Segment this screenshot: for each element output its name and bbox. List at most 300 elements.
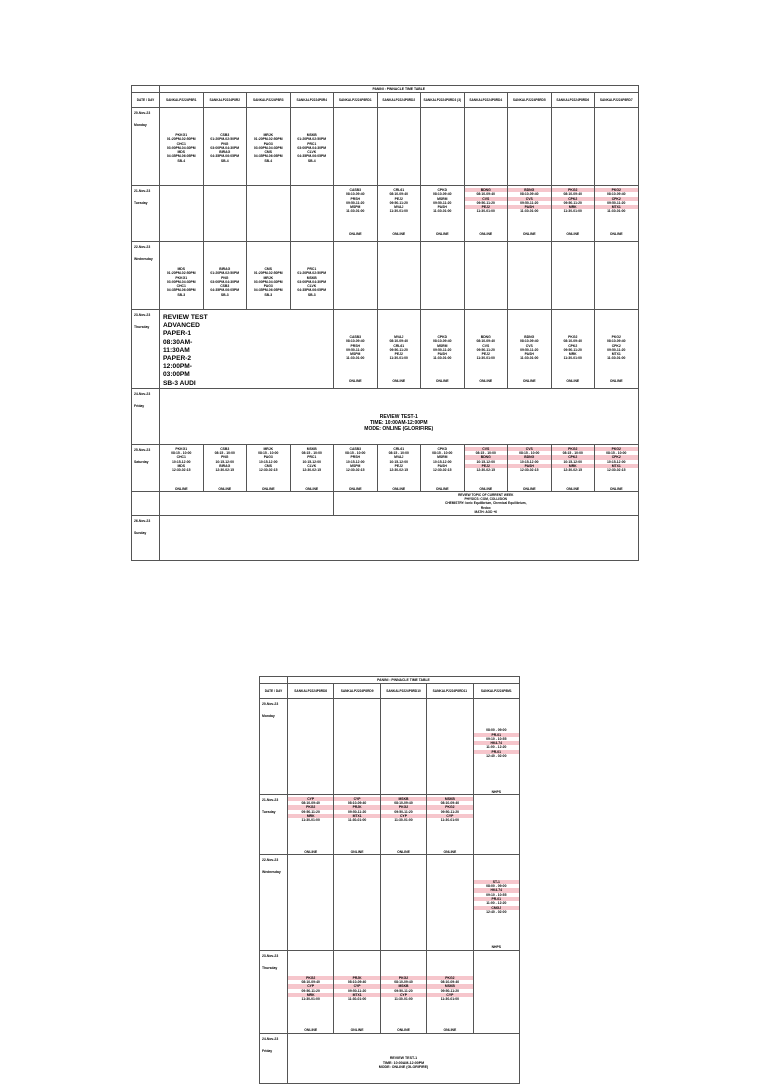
day-row [132,108,639,186]
review-line: REVIEW TEST [163,314,208,321]
title-row [132,86,639,93]
schedule-cell [473,699,519,795]
schedule-line: BDNG [524,335,535,339]
schedule-line: 09:50-11:20 [440,809,460,814]
schedule-line: MRJK [263,275,274,280]
schedule-cell [427,699,473,795]
schedule-cell [551,186,595,242]
date-cell [132,310,160,389]
schedule-line: ONLINE [479,486,493,491]
review-topics [334,491,639,515]
schedule-line: MRJK [263,446,274,451]
schedule-line: 03:00PM-04:30PM [166,145,196,150]
schedule-cell [508,108,552,186]
schedule-line: ONLINE [443,1028,457,1033]
date-cell [260,854,288,950]
schedule-line [552,361,595,365]
schedule-line: 12:30-02:15 [346,468,365,473]
schedule-line: SB-4 [264,158,273,163]
schedule-line: 10:15-12:00 [433,459,452,464]
schedule-line: PKG2 [552,188,595,192]
schedule-line: ONLINE [435,232,449,237]
day-row [260,794,520,854]
schedule-line: ONLINE [305,486,319,491]
schedule-line: MRK [552,464,595,468]
schedule-line: CMS [264,464,273,469]
table-title: PANINI : PINNACLE TIME TABLE [288,677,520,684]
schedule-line: CLVK [307,284,317,289]
schedule-cell [334,242,378,310]
schedule-line: 08:10-09:40 [440,980,460,985]
schedule-line [288,1010,333,1014]
schedule-cell [288,854,334,950]
schedule-line: 08:10-09:40 [520,339,539,344]
batch-header: SANKALP2224P8R2 [203,93,247,108]
schedule-line: 08:10-09:40 [347,980,367,985]
schedule-cell [334,108,378,186]
schedule-line: 03:00PM-04:30PM [297,279,327,284]
schedule-line: PEJ2 [394,352,403,357]
schedule-cell [290,186,334,242]
schedule-line: 09:50-11:20 [563,347,582,352]
schedule-line: ONLINE [522,232,536,237]
topics-row [132,491,639,515]
batch-header: SANKALP2224P8RD9 [334,684,380,699]
schedule-cell [247,186,291,242]
schedule-cell [508,444,552,491]
schedule-cell [288,950,334,1033]
day-text: Saturday [134,460,149,465]
schedule-line: ONLINE [566,379,580,384]
schedule-line: 11:30-01:00 [389,209,408,214]
schedule-line: CYP [334,797,379,801]
batch-header: SANKALP2224P8R4 [290,93,334,108]
schedule-line: MVAJ [394,335,404,339]
schedule-line: 10:15-12:00 [607,459,626,464]
schedule-line: 12:30-02:15 [520,468,539,473]
schedule-line: 04:35PM-06:05PM [210,154,240,159]
date-cell [132,108,160,186]
schedule-line: MDS [177,267,186,271]
schedule-line: PKG2 [595,447,638,451]
schedule-line: 08:10-09:40 [346,192,365,197]
schedule-line: MSKB [306,446,317,451]
schedule-line: 11:30-01:00 [563,356,582,361]
review-line: 12:00PM- [163,363,192,371]
schedule-line: MSPM [350,205,361,210]
schedule-line: 09:50-11:20 [476,347,495,352]
schedule-cell [464,444,508,491]
schedule-line: 08:10-09:40 [394,980,413,985]
batch-header: SANKALP2224P8RD8 [288,684,334,699]
date-text: 23-Nov-23 [262,953,279,958]
schedule-line: 12:30-02:15 [302,468,321,473]
schedule-cell [380,950,426,1033]
schedule-line: 01:20PM-02:50PM [166,271,196,276]
schedule-line: 09:50-11:20 [520,200,539,205]
banner-line: TIME: 10:00AM-12:00PM [369,420,428,427]
schedule-line: CVS [482,343,490,348]
schedule-line: 08:10-09:40 [440,801,460,806]
schedule-line [288,831,333,835]
schedule-line: PRJK [334,805,379,809]
schedule-line: BDNG [465,188,508,192]
schedule-line: PEJ2 [465,464,508,468]
schedule-cell [464,186,508,242]
schedule-line: 12:30-02:15 [389,468,408,473]
schedule-cell [473,950,519,1033]
schedule-line: SB-3 [177,292,186,297]
schedule-cell [377,310,421,389]
schedule-line: 12:30-02:15 [172,468,191,473]
schedule-line: PAG3 [263,141,273,146]
schedule-line: 03:00PM-04:30PM [297,145,327,150]
schedule-line: PRC1 [307,267,317,271]
schedule-line: PAG3 [263,455,273,460]
topics-spacer [132,491,160,515]
schedule-cell [473,854,519,950]
schedule-line: 11:30-01:00 [563,209,582,214]
schedule-line [378,361,421,365]
schedule-line: PRC1 [307,455,317,460]
schedule-line: PEJ2 [481,352,490,357]
schedule-line: 11:30-01:00 [394,818,413,823]
day-row [132,515,639,560]
schedule-line: BDNG [480,335,491,339]
day-row [132,388,639,444]
schedule-line: CVS [525,343,533,348]
schedule-line: 08:10-09:40 [301,980,320,985]
schedule-cell [421,108,465,186]
batch-header: SANKALP2224P8RD1 [334,93,378,108]
schedule-line: 10:15-12:00 [563,459,582,464]
schedule-cell [508,186,552,242]
schedule-line: 04:35PM-06:05PM [297,288,327,293]
schedule-line: 11:30-01:00 [301,818,320,823]
schedule-line: ONLINE [304,849,318,854]
date-text: 21-Nov-23 [262,797,279,802]
banner-line: REVIEW TEST-1 [379,414,418,421]
schedule-line: 11:30-01:00 [347,818,367,823]
schedule-line: CVS [508,447,551,451]
schedule-line: 09:50-11:20 [433,347,452,352]
schedule-line: ONLINE [304,1028,318,1033]
schedule-line: PKKG1 [175,446,188,451]
schedule-line: 08:15 - 10:00 [432,451,453,456]
schedule-cell [551,310,595,389]
schedule-line: 04:35PM-06:05PM [166,288,196,293]
schedule-line: CYP [381,814,426,818]
schedule-line: 01:20PM-02:50PM [297,271,327,276]
batch-header: SANKALP2224P8RD7 [595,93,639,108]
schedule-line: ONLINE [609,486,623,491]
schedule-line: 09:50-11:20 [301,988,320,993]
title-spacer [260,677,288,684]
schedule-cell [380,699,426,795]
schedule-line: 08:10-09:40 [563,339,582,344]
schedule-line: CPK2 [568,343,578,348]
batch-header: SANKALP2224P8RD4 [464,93,508,108]
schedule-line: MRJK [263,133,274,137]
schedule-line: 08:00 - 09:00 [486,728,507,733]
schedule-line: ONLINE [435,486,449,491]
schedule-line: PR-01 [474,733,519,737]
schedule-cell [427,950,473,1033]
schedule-line: ONLINE [522,379,536,384]
schedule-line: CYP [288,984,333,988]
schedule-line: ONLINE [522,486,536,491]
schedule-line: PASH [437,205,447,210]
title-spacer [132,86,160,93]
schedule-cell [551,444,595,491]
date-text: 23-Nov-23 [134,313,151,317]
schedule-line: MTX1 [334,993,379,997]
schedule-line: 11:30-01:00 [389,356,408,361]
date-cell [260,699,288,795]
schedule-cell [464,310,508,389]
schedule-line: 03:00PM-04:30PM [253,279,283,284]
schedule-line: SB-4 [220,158,229,163]
date-cell [132,515,160,560]
schedule-line [465,214,508,218]
schedule-line: 10:15-12:00 [172,459,191,464]
schedule-cell [288,699,334,795]
schedule-line: 09:50-11:20 [347,988,367,993]
schedule-line: 12:30-02:15 [259,468,278,473]
schedule-cell [290,242,334,310]
schedule-line: CSB3 [220,133,230,137]
day-text: Monday [134,123,147,128]
batch-header: SANKALP2224P8RD3 (3) [421,93,465,108]
schedule-line: 09:50-11:20 [433,200,452,205]
schedule-line: 11:30-01:00 [607,209,626,214]
schedule-line: 08:10-09:40 [394,801,413,806]
schedule-line: PASH [437,352,447,357]
schedule-line: CMS [264,150,273,155]
review-line: SB-3 AUDI [163,379,196,387]
schedule-cell [595,108,639,186]
schedule-cell [334,854,380,950]
schedule-line: PASH [508,464,551,468]
topic-line: REVIEW TOPIC OF CURRENT WEEK [458,492,514,497]
banner-line: REVIEW TEST-1 [389,1056,418,1061]
date-cell [132,242,160,310]
day-row [132,310,639,389]
header-row [260,684,520,699]
schedule-cell [464,108,508,186]
review-banner [288,1033,520,1083]
schedule-line: 09:50-11:20 [389,347,408,352]
schedule-line: MTX1 [595,205,638,209]
schedule-line: ONLINE [348,486,362,491]
schedule-line [595,361,638,365]
schedule-line: ONLINE [392,486,406,491]
schedule-line [421,214,464,218]
day-text: Wednesday [262,870,281,875]
schedule-line: 12:30-02:15 [215,468,234,473]
schedule-line: 10:15-12:00 [215,459,234,464]
schedule-line: 08:10-09:40 [389,192,408,197]
topic-line: CHEMISTRY: Ionic Equilibrium, Chemical Equilibrium, [445,501,527,506]
review-line: 11:30AM [163,346,190,354]
schedule-line: PRJK [334,976,379,980]
schedule-line: PAG3 [263,284,273,289]
day-text: Thursday [134,325,150,330]
batch-header: SANKALP2224P8RD5 [508,93,552,108]
day-row [132,186,639,242]
schedule-line: 08:15 - 10:00 [258,451,279,456]
day-row [132,242,639,310]
schedule-line: 09:50-11:20 [346,200,365,205]
schedule-line: 08:10-09:40 [476,339,495,344]
schedule-line: 08:00 - 09:00 [486,884,507,889]
schedule-cell [595,186,639,242]
day-row [260,1033,520,1083]
batch-header: SANKALP2224P8RD10 [380,684,426,699]
schedule-line: BIRAG [219,150,231,155]
schedule-line: 09:50-11:20 [476,200,495,205]
schedule-cell [421,444,465,491]
date-text: 24-Nov-23 [262,1036,279,1041]
schedule-line: CPK2 [552,197,595,201]
schedule-line: 12:40 - 02:00 [486,909,507,914]
schedule-line: 11:30-01:00 [476,356,495,361]
schedule-line: 11:30-01:00 [346,356,365,361]
title-row [260,677,520,684]
schedule-line: MRK [568,352,577,357]
schedule-line: PKG2 [427,976,472,980]
schedule-line: 08:10-09:40 [607,192,626,197]
schedule-line: MSKB [381,797,426,801]
schedule-cell [377,444,421,491]
schedule-line: MRK [288,814,333,818]
schedule-line: 08:15 - 10:00 [214,451,235,456]
day-text: Tuesday [262,810,276,815]
schedule-line: MSPM [350,464,361,469]
schedule-line: 08:10-09:40 [433,192,452,197]
schedule-line: CRL61 [393,446,405,451]
schedule-line [421,361,464,365]
date-cell [260,1033,288,1083]
topic-line: MATH: AOD +6 [474,509,497,514]
schedule-cell [247,444,291,491]
schedule-line: CMGJ [474,906,519,910]
schedule-line: MSKB [427,797,472,801]
schedule-cell [203,444,247,491]
schedule-cell [203,242,247,310]
date-cell [260,794,288,854]
date-day-header: DATE / DAY [260,684,288,699]
schedule-line: PKG2 [288,976,333,980]
schedule-line: PRC1 [307,141,317,146]
schedule-line: 04:35PM-06:05PM [253,288,283,293]
schedule-line: ONLINE [566,486,580,491]
schedule-line: ONLINE [174,486,188,491]
schedule-line: CSB3 [220,446,230,451]
schedule-line: ONLINE [397,849,410,854]
schedule-line: 08:15 - 10:00 [171,451,192,456]
schedule-line: 04:35PM-06:05PM [297,154,327,159]
schedule-line: MSKB [306,133,317,137]
schedule-cell [595,310,639,389]
schedule-line: PNG [221,275,229,280]
schedule-line: PKKG1 [175,275,188,280]
review-test-cell [160,310,334,389]
schedule-line: NHPS [491,789,501,794]
schedule-line: PR-01 [474,897,519,901]
schedule-line [595,214,638,218]
schedule-line: 03:00PM-04:30PM [210,279,240,284]
review-line: PAPER-2 [163,355,192,363]
schedule-cell [334,950,380,1033]
schedule-line: CMS [264,267,273,271]
schedule-line: MDS [177,464,186,469]
schedule-line [381,1010,426,1014]
schedule-line: 08:15 - 10:00 [519,451,540,456]
schedule-line [474,927,519,931]
schedule-line: 11:30-01:00 [394,997,413,1002]
schedule-line: SB-4 [307,158,316,163]
schedule-line: 09:50-11:20 [394,988,413,993]
schedule-line: PKG2 [288,805,333,809]
schedule-line: 11:30-01:00 [520,356,539,361]
schedule-cell [160,444,204,491]
schedule-line: PKG2 [427,805,472,809]
schedule-line: 09:50-11:20 [301,809,320,814]
schedule-line [334,1010,379,1014]
schedule-line: ONLINE [479,232,493,237]
schedule-line: 11:30-01:00 [346,209,365,214]
schedule-line: 09:50-11:20 [346,347,365,352]
schedule-line: CLVK [307,150,317,155]
batch-header: SANKALP2224P8RD6 [551,93,595,108]
schedule-cell [473,794,519,854]
schedule-cell [160,186,204,242]
date-cell [132,388,160,444]
batch-header: SANKALP2224P8RD2 [377,93,421,108]
schedule-line: CASB3 [349,188,361,192]
schedule-line: ONLINE [609,379,623,384]
schedule-line: BDNG [465,455,508,459]
date-day-header: DATE / DAY [132,93,160,108]
schedule-line: CPKD [437,446,448,451]
review-line: 08:30AM- [163,338,193,346]
schedule-line: PKKG1 [175,133,188,137]
schedule-cell [203,186,247,242]
schedule-line: ONLINE [566,232,580,237]
schedule-line: CPK2 [595,197,638,201]
schedule-line: 12:40 - 02:00 [486,754,507,759]
schedule-line [381,831,426,835]
schedule-line: ONLINE [218,486,232,491]
schedule-line: 08:15 - 10:00 [301,451,322,456]
timetable-1 [131,85,639,561]
date-cell [132,186,160,242]
schedule-line: 09:50-11:20 [347,809,367,814]
schedule-line: 11:00 - 12:20 [486,745,507,750]
schedule-line: 10:15-12:00 [476,459,495,464]
batch-header: SANKALP2224P8R1 [160,93,204,108]
date-text: 21-Nov-23 [134,189,151,193]
schedule-line: SB-3 [220,292,229,297]
schedule-line: 08:10-09:40 [563,192,582,197]
schedule-cell [290,108,334,186]
date-text: 25-Nov-23 [134,447,151,452]
schedule-cell [334,310,378,389]
schedule-line: ONLINE [350,1028,364,1033]
schedule-line: 04:35PM-06:05PM [166,154,196,159]
schedule-line [334,214,377,218]
